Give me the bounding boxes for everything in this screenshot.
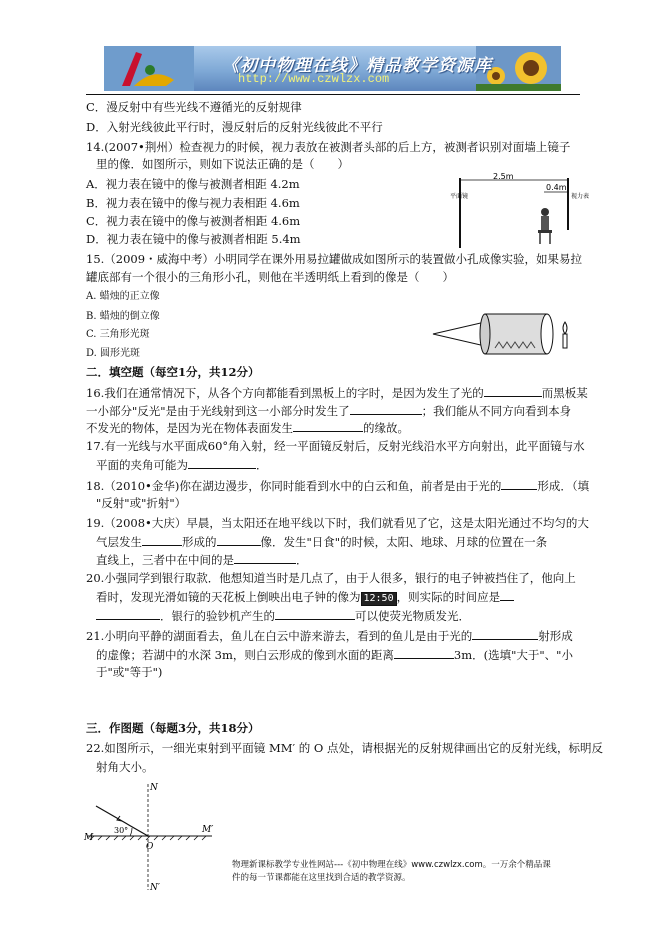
q18-blank[interactable] xyxy=(501,478,537,490)
q14-stem-2: 里的像．如图所示，则如下说法正确的是（ ） xyxy=(96,157,349,171)
q15-option-d: D. 圆形光斑 xyxy=(86,348,141,359)
section-3-heading: 三．作图题（每题3分，共18分） xyxy=(86,721,260,735)
q21-line-1: 21.小明向平静的湖面看去，鱼儿在白云中游来游去，看到的鱼儿是由于光的 射形成 xyxy=(86,629,573,643)
person-icon xyxy=(538,208,552,244)
q22-line-1: 22.如图所示，一细光束射到平面镜 MM′ 的 O 点处，请根据光的反射规律画出它的反射光线，标明反 xyxy=(86,741,603,755)
q20-blank-1-cont[interactable] xyxy=(96,608,160,620)
q19-line-1: 19.（2008•大庆）早晨，当太阳还在地平线以下时，我们就看见了它，这是太阳光通过不均匀的大 xyxy=(86,516,589,530)
q20-line-1: 20.小强同学到银行取款．他想知道当时是几点了，由于人很多，银行的电子钟被挡住了，他向上 xyxy=(86,571,576,585)
q14-stem-1: 14.(2007•荆州）检查视力的时候，视力表放在被测者头部的后上方，被测者识别对面墙上镜子 xyxy=(86,140,571,154)
q19-blank-1[interactable] xyxy=(142,534,182,546)
q15-option-a: A. 蜡烛的正立像 xyxy=(86,291,160,302)
q17-blank[interactable] xyxy=(188,457,256,469)
q17-line-2: 平面的夹角可能为 ． xyxy=(96,458,268,472)
q21-blank-1[interactable] xyxy=(472,628,538,640)
pinhole-camera-figure xyxy=(425,304,577,364)
fig-label-o: O xyxy=(146,842,154,852)
fig-label-m: M xyxy=(84,833,94,843)
q14-option-d: D．视力表在镜中的像与被测者相距 5.4m xyxy=(86,232,301,246)
q21-line-2: 的虚像；若湖中的水深 3m，则白云形成的像到水面的距离 3m．(选填"大于"、"小 xyxy=(96,648,573,662)
q20-line-2: 看时，发现光滑如镜的天花板上倒映出电子钟的像为 12:50 ，则实际的时间应是 xyxy=(96,589,514,606)
q15-stem-1: 15.（2009・威海中考）小明同学在课外用易拉罐做成如图所示的装置做小孔成像实验，如果易拉 xyxy=(86,252,583,266)
q18-line-1: 18.（2010•金华)你在湖边漫步，你同时能看到水中的白云和鱼，前者是由于光的 形成．（填 xyxy=(86,479,590,493)
q16-blank-3[interactable] xyxy=(293,420,363,432)
q14-fig-d1: 2.5m xyxy=(493,172,514,181)
q21-line-3: 于"或"等于") xyxy=(96,665,163,679)
q19-line-2: 气层发生 形成的 像．发生"日食"的时候，太阳、地球、月球的位置在一条 xyxy=(96,535,548,549)
q14-fig-d2: 0.4m xyxy=(546,183,567,192)
q16-line-2: 一小部分"反光"是由于光线射到这一小部分时发生了 ；我们能从不同方向看到本身 xyxy=(86,404,572,418)
q15-stem-2: 罐底部有一个很小的三角形小孔，则他在半透明纸上看到的像是（ ） xyxy=(86,270,454,284)
q18-line-2: "反射"或"折射"） xyxy=(96,496,187,510)
q13-option-d: D．入射光线彼此平行时，漫反射后的反射光线彼此不平行 xyxy=(86,120,383,134)
q16-blank-1[interactable] xyxy=(484,385,542,397)
q19-blank-3[interactable] xyxy=(234,552,296,564)
q19-line-3: 直线上，三者中在中间的是 ． xyxy=(96,553,308,567)
fig-label-m-prime: M′ xyxy=(202,825,214,835)
header-rule xyxy=(86,94,580,95)
q14-option-b: B．视力表在镜中的像与视力表相距 4.6m xyxy=(86,196,300,210)
footer-line-2: 件的每一节课都能在这里找到合适的教学资源。 xyxy=(232,873,411,883)
q19-blank-2[interactable] xyxy=(217,534,261,546)
q14-figure xyxy=(448,170,590,252)
q20-line-3: ．银行的验钞机产生的 可以使荧光物质发光． xyxy=(96,608,470,624)
q20-blank-2[interactable] xyxy=(275,608,355,620)
q21-blank-2[interactable] xyxy=(394,647,454,659)
q14-fig-chart-label: 视力表 xyxy=(571,193,590,200)
q16-line-1: 16.我们在通常情况下，从各个方向都能看到黑板上的字时，是因为发生了光的 而黑板某 xyxy=(86,386,588,400)
candle-icon xyxy=(563,322,567,348)
reflection-figure xyxy=(86,778,226,898)
logo-icon xyxy=(104,46,194,91)
q15-option-c: C. 三角形光斑 xyxy=(86,329,150,340)
clock-reflection-image: 12:50 xyxy=(361,592,397,606)
q15-option-b: B. 蜡烛的倒立像 xyxy=(86,311,160,322)
q16-line-3: 不发光的物体，是因为光在物体表面发生 的缘故。 xyxy=(86,421,409,435)
header-banner xyxy=(104,46,561,91)
q14-fig-mirror-label: 平面镜 xyxy=(450,193,469,200)
footer-line-1: 物理新课标教学专业性网站---《初中物理在线》www.czwlzx.com。一万余个精品课 xyxy=(232,860,551,870)
q14-option-a: A．视力表在镜中的像与被测者相距 4.2m xyxy=(86,177,300,191)
section-2-heading: 二．填空题（每空1分，共12分） xyxy=(86,365,260,379)
fig-label-n: N xyxy=(150,783,158,793)
q16-blank-2[interactable] xyxy=(350,403,422,415)
q17-line-1: 17.有一光线与水平面成60°角入射，经一平面镜反射后，反射光线沿水平方向射出，此平面镜与水 xyxy=(86,439,585,453)
fig-label-n-prime: N′ xyxy=(150,883,160,893)
q14-option-c: C．视力表在镜中的像与被测者相距 4.6m xyxy=(86,214,301,228)
fig-angle-label: 30° xyxy=(114,826,129,835)
banner-url: http://www.czwlzx.com xyxy=(238,72,390,86)
q20-blank-1[interactable] xyxy=(500,589,514,601)
q22-line-2: 射角大小。 xyxy=(96,760,154,774)
q13-option-c: C．漫反射中有些光线不遵循光的反射规律 xyxy=(86,100,302,114)
banner-title: 《初中物理在线》精品教学资源库 xyxy=(222,56,492,76)
